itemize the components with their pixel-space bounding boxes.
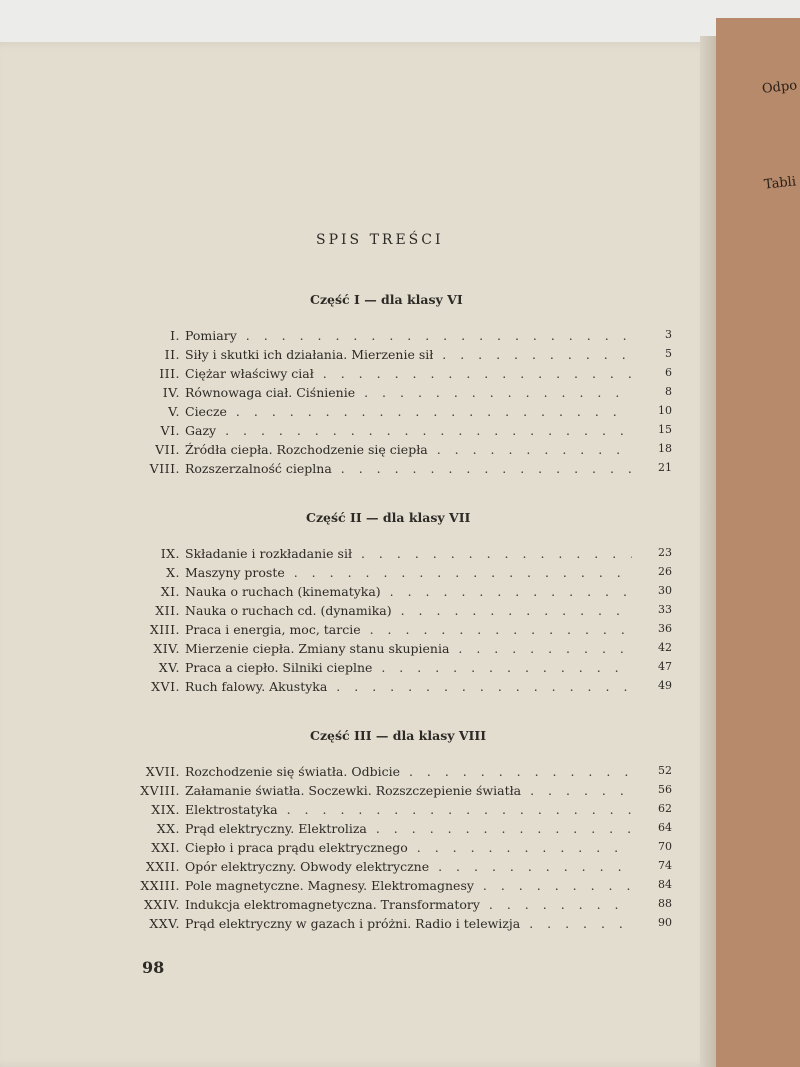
toc-entry: I. Pomiary . . . 3 bbox=[120, 328, 672, 347]
toc-entry: XV. Praca a ciepło. Silniki cieplne . . . 47 bbox=[120, 660, 672, 679]
toc-entry: XVI. Ruch falowy. Akustyka . . . 49 bbox=[120, 679, 672, 698]
toc-entry: XI. Nauka o ruchach (kinematyka) . . . 30 bbox=[120, 584, 672, 603]
toc-entry: VIII. Rozszerzalność cieplna . . . 21 bbox=[120, 461, 672, 480]
part-2-heading: Część II — dla klasy VII bbox=[306, 510, 471, 525]
toc-entry: VI. Gazy . . . 15 bbox=[120, 423, 672, 442]
next-page-fragment-2: Tabli bbox=[763, 174, 797, 193]
toc-entry: XX. Prąd elektryczny. Elektroliza . . . 64 bbox=[120, 821, 672, 840]
toc-entry: X. Maszyny proste . . . 26 bbox=[120, 565, 672, 584]
toc-entry: XXIV. Indukcja elektromagnetyczna. Transformatory . . . 88 bbox=[120, 897, 672, 916]
toc-entry: II. Siły i skutki ich działania. Mierzenie sił . . . 5 bbox=[120, 347, 672, 366]
toc-entry: XIII. Praca i energia, moc, tarcie . . . 36 bbox=[120, 622, 672, 641]
part-1-heading: Część I — dla klasy VI bbox=[310, 292, 463, 307]
page-number: 98 bbox=[142, 958, 165, 977]
toc-entry: IX. Składanie i rozkładanie sił . . . 23 bbox=[120, 546, 672, 565]
toc-entry: IV. Równowaga ciał. Ciśnienie . . . 8 bbox=[120, 385, 672, 404]
toc-entry: XXV. Prąd elektryczny w gazach i próżni. Radio i telewizja . . . 90 bbox=[120, 916, 672, 935]
toc-entry: VII. Źródła ciepła. Rozchodzenie się ciepła . . . 18 bbox=[120, 442, 672, 461]
toc-entry: XVIII. Załamanie światła. Soczewki. Rozszczepienie światła . . . 56 bbox=[120, 783, 672, 802]
toc-entry: XXII. Opór elektryczny. Obwody elektryczne . . . 74 bbox=[120, 859, 672, 878]
toc-entry: XVII. Rozchodzenie się światła. Odbicie . . . 52 bbox=[120, 764, 672, 783]
toc-entry: XII. Nauka o ruchach cd. (dynamika) . . . 33 bbox=[120, 603, 672, 622]
next-page-fragment-1: Odpo bbox=[761, 78, 798, 97]
toc-entry: III. Ciężar właściwy ciał . . . 6 bbox=[120, 366, 672, 385]
toc-entry: XIV. Mierzenie ciepła. Zmiany stanu skupienia . . . 42 bbox=[120, 641, 672, 660]
part-3-heading: Część III — dla klasy VIII bbox=[310, 728, 487, 743]
toc-entry: V. Ciecze . . . 10 bbox=[120, 404, 672, 423]
toc-title: SPIS TREŚCI bbox=[316, 232, 444, 248]
toc-entry: XXIII. Pole magnetyczne. Magnesy. Elektromagnesy . . . 84 bbox=[120, 878, 672, 897]
toc-entry: XXI. Ciepło i praca prądu elektrycznego . . . 70 bbox=[120, 840, 672, 859]
toc-entry: XIX. Elektrostatyka . . . 62 bbox=[120, 802, 672, 821]
